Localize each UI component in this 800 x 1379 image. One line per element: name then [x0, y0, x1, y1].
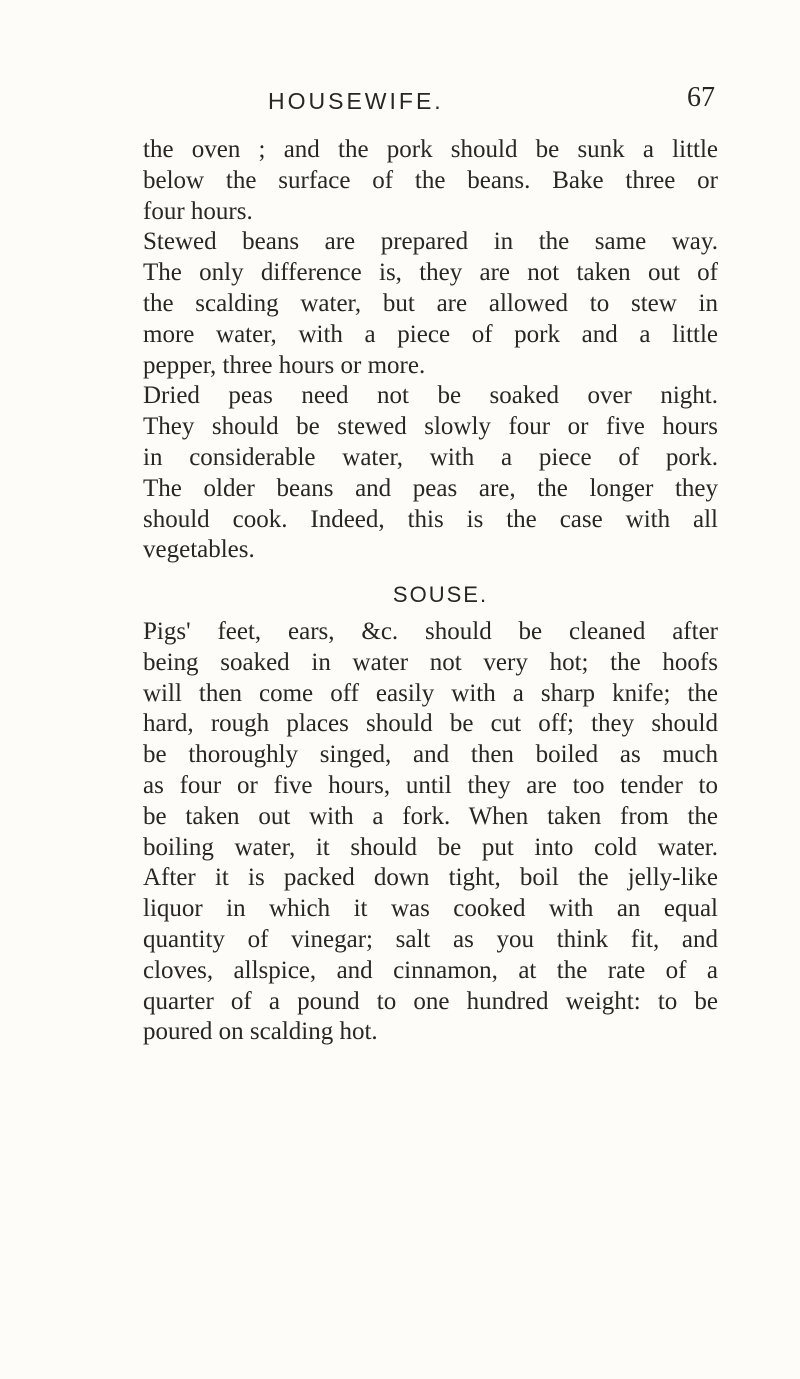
text-line: The older beans and peas are, the longer they [143, 474, 718, 502]
text-line: quantity of vinegar; salt as you think fit, and [143, 925, 718, 953]
paragraph [143, 227, 718, 381]
paragraph [143, 617, 718, 1048]
text-line: liquor in which it was cooked with an equal [143, 895, 718, 923]
text-line: below the surface of the beans. Bake three or [143, 166, 718, 194]
text-line: They should be stewed slowly four or five hours [143, 413, 718, 441]
text-line: vegetables. [143, 536, 255, 564]
text-line: four hours. [143, 197, 253, 225]
text-line: Pigs' feet, ears, &c. should be cleaned after [143, 617, 718, 645]
text-line: being soaked in water not very hot; the hoofs [143, 648, 718, 676]
text-line: boiling water, it should be put into cold water. [143, 833, 718, 861]
paragraph [143, 135, 718, 227]
text-line: the scalding water, but are allowed to stew in [143, 289, 718, 317]
running-header [140, 82, 715, 118]
text-line: be thoroughly singed, and then boiled as much [143, 741, 718, 769]
text-line: Stewed beans are prepared in the same way. [143, 228, 718, 256]
text-line: in considerable water, with a piece of pork. [143, 443, 718, 471]
page-number: 67 [687, 82, 715, 113]
text-line: The only difference is, they are not taken out of [143, 259, 718, 287]
text-line: should cook. Indeed, this is the case with all [143, 505, 718, 533]
text-line: the oven ; and the pork should be sunk a little [143, 136, 718, 163]
text-line: pepper, three hours or more. [143, 351, 426, 379]
text-line: cloves, allspice, and cinnamon, at the rate of a [143, 956, 718, 984]
text-line: Dried peas need not be soaked over night. [143, 382, 718, 410]
running-title: HOUSEWIFE. [268, 88, 444, 114]
text-line: quarter of a pound to one hundred weight: to be [143, 987, 718, 1015]
text-line: After it is packed down tight, boil the jelly-like [143, 864, 718, 892]
text-line: hard, rough places should be cut off; they should [143, 710, 718, 738]
page-body [143, 135, 718, 1048]
text-line: poured on scalding hot. [143, 1018, 378, 1046]
section-heading: SOUSE. [392, 582, 489, 608]
text-line: will then come off easily with a sharp knife; the [143, 679, 718, 707]
text-line: as four or five hours, until they are too tender to [143, 771, 718, 799]
paragraph [143, 381, 718, 566]
text-line: more water, with a piece of pork and a little [143, 320, 718, 348]
text-line: be taken out with a fork. When taken from the [143, 802, 718, 830]
